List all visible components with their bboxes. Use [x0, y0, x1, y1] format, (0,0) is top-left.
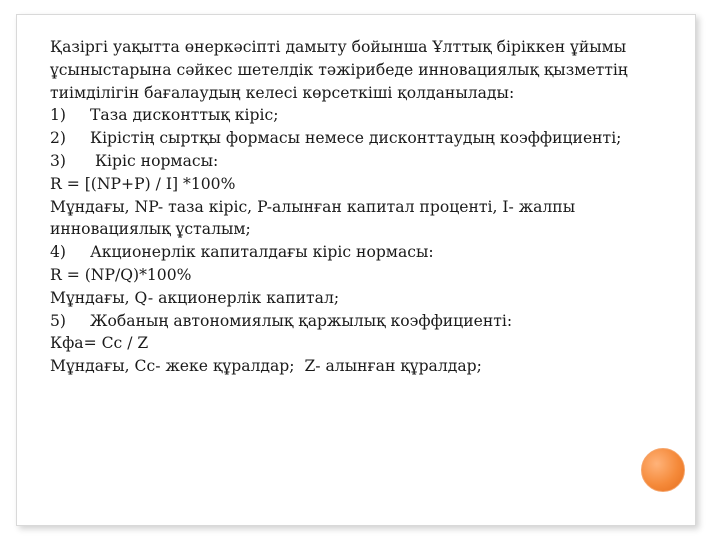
formula-1: R = [(NP+P) / I] *100%	[50, 174, 236, 193]
list-number: 5)	[50, 311, 67, 330]
formula-2: R = (NP/Q)*100%	[50, 265, 192, 284]
list-text: Таза дисконттық кіріс;	[90, 106, 279, 125]
list-text: Кірістің сыртқы формасы немесе дисконттаудың коэффициенті;	[90, 129, 622, 148]
formula-1-explain-line-1: Мұндағы, NP- таза кіріс, P-алынған капитал проценті, I- жалпы	[50, 197, 576, 216]
list-text: Кіріс нормасы:	[90, 151, 219, 170]
list-text: Акционерлік капиталдағы кіріс нормасы:	[90, 243, 434, 262]
slide-content	[50, 36, 660, 378]
list-number: 2)	[50, 129, 67, 148]
orange-circle-decoration	[641, 448, 685, 492]
formula-1-explain-line-2: инновациялық ұсталым;	[50, 220, 251, 239]
list-item-2	[50, 127, 660, 150]
list-number: 4)	[50, 243, 67, 262]
intro-line-3: тиімділігін бағалаудың келесі көрсеткіші қолданылады:	[50, 83, 515, 102]
list-number: 3)	[50, 151, 67, 170]
formula-3: Кфа= Сс / Z	[50, 334, 149, 353]
intro-line-2: ұсыныстарына сәйкес шетелдік тәжірибеде инновациялық қызметтің	[50, 60, 628, 79]
list-item-1	[50, 104, 660, 127]
list-item-3	[50, 150, 660, 173]
list-item-5	[50, 310, 660, 333]
intro-line-1: Қазіргі уақытта өнеркәсіпті дамыту бойынша Ұлттық біріккен ұйымы	[50, 38, 627, 56]
formula-2-explain: Мұндағы, Q- акционерлік капитал;	[50, 288, 340, 307]
list-text: Жобаның автономиялық қаржылық коэффициенті:	[90, 311, 513, 330]
formula-3-explain: Мұндағы, Сс- жеке құралдар; Z- алынған құралдар;	[50, 357, 482, 376]
list-item-4	[50, 241, 660, 264]
list-number: 1)	[50, 106, 67, 125]
